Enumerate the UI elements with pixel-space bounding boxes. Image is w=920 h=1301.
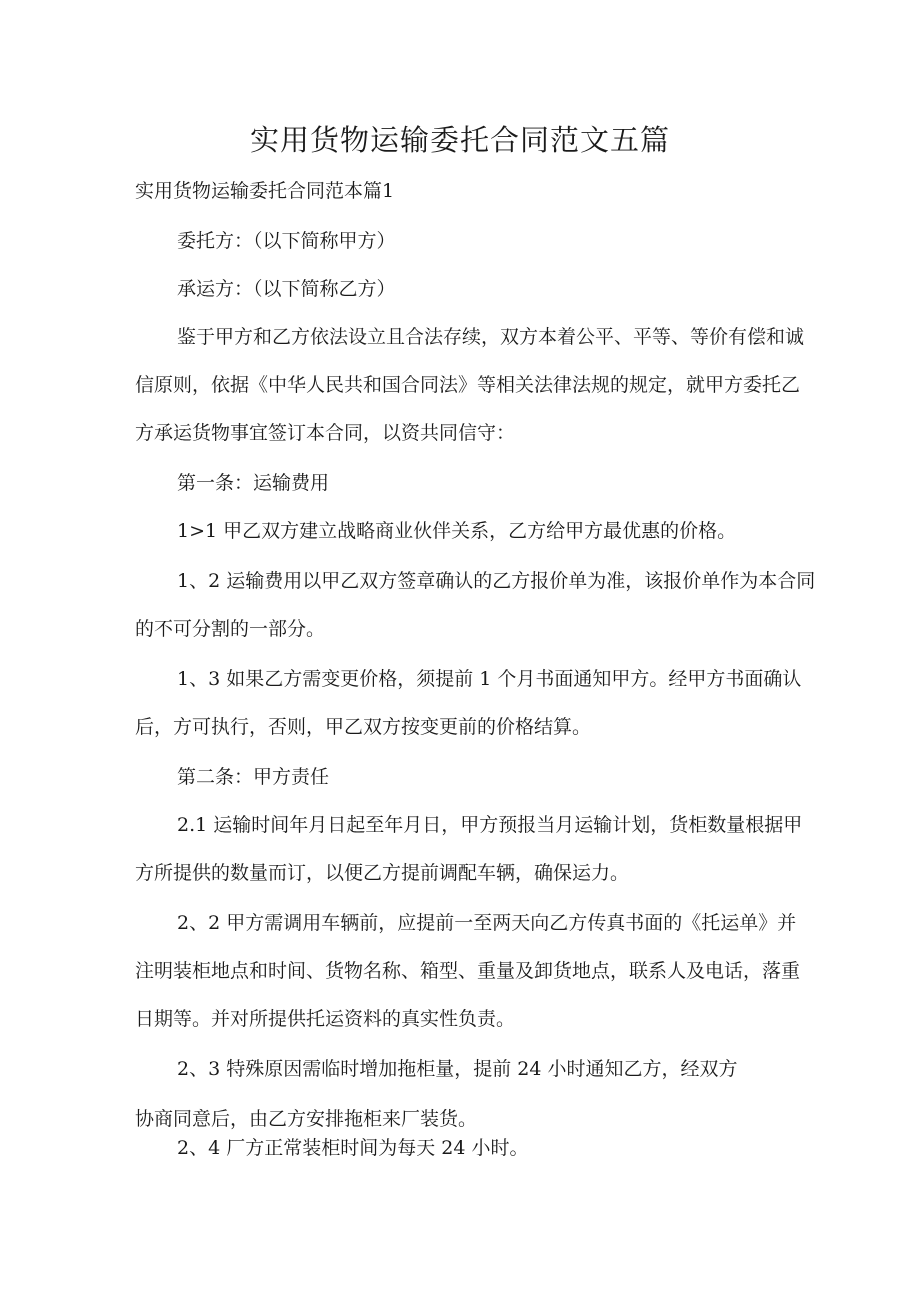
paragraph-line: 1、2 运输费用以甲乙双方签章确认的乙方报价单为准，该报价单作为本合同: [177, 570, 816, 592]
paragraph-line: 信原则，依据《中华人民共和国合同法》等相关法律法规的规定，就甲方委托乙: [135, 374, 801, 396]
article-heading: 第二条：甲方责任: [177, 766, 330, 788]
paragraph-line: 承运方：（以下简称乙方）: [177, 278, 396, 300]
paragraph-line: 日期等。并对所提供托运资料的真实性负责。: [135, 1008, 516, 1030]
paragraph-line: 注明装柜地点和时间、货物名称、箱型、重量及卸货地点，联系人及电话，落重: [135, 960, 801, 982]
paragraph-line: 2、4 厂方正常装柜时间为每天 24 小时。: [177, 1137, 529, 1159]
paragraph-line: 方承运货物事宜签订本合同，以资共同信守：: [135, 422, 516, 444]
article-heading: 第一条：运输费用: [177, 472, 330, 494]
paragraph-line: 1、3 如果乙方需变更价格，须提前 1 个月书面通知甲方。经甲方书面确认: [177, 668, 802, 690]
paragraph-line: 方所提供的数量而订，以便乙方提前调配车辆，确保运力。: [135, 862, 630, 884]
paragraph-line: 1>1 甲乙双方建立战略商业伙伴关系，乙方给甲方最优惠的价格。: [177, 520, 737, 542]
paragraph-line: 委托方：（以下简称甲方）: [177, 230, 396, 252]
document-title: 实用货物运输委托合同范文五篇: [249, 123, 670, 157]
paragraph-line: 鉴于甲方和乙方依法设立且合法存续，双方本着公平、平等、等价有偿和诚: [177, 326, 805, 348]
paragraph-line: 协商同意后，由乙方安排拖柜来厂装货。: [135, 1108, 478, 1130]
paragraph-line: 2、3 特殊原因需临时增加拖柜量，提前 24 小时通知乙方，经双方: [177, 1058, 738, 1080]
paragraph-line: 2、2 甲方需调用车辆前，应提前一至两天向乙方传真书面的《托运单》并: [177, 912, 797, 934]
paragraph-line: 的不可分割的一部分。: [135, 618, 326, 640]
paragraph-line: 后，方可执行，否则，甲乙双方按变更前的价格结算。: [135, 716, 592, 738]
paragraph-line: 2.1 运输时间年月日起至年月日，甲方预报当月运输计划，货柜数量根据甲: [177, 814, 803, 836]
section-heading: 实用货物运输委托合同范本篇1: [135, 180, 395, 202]
